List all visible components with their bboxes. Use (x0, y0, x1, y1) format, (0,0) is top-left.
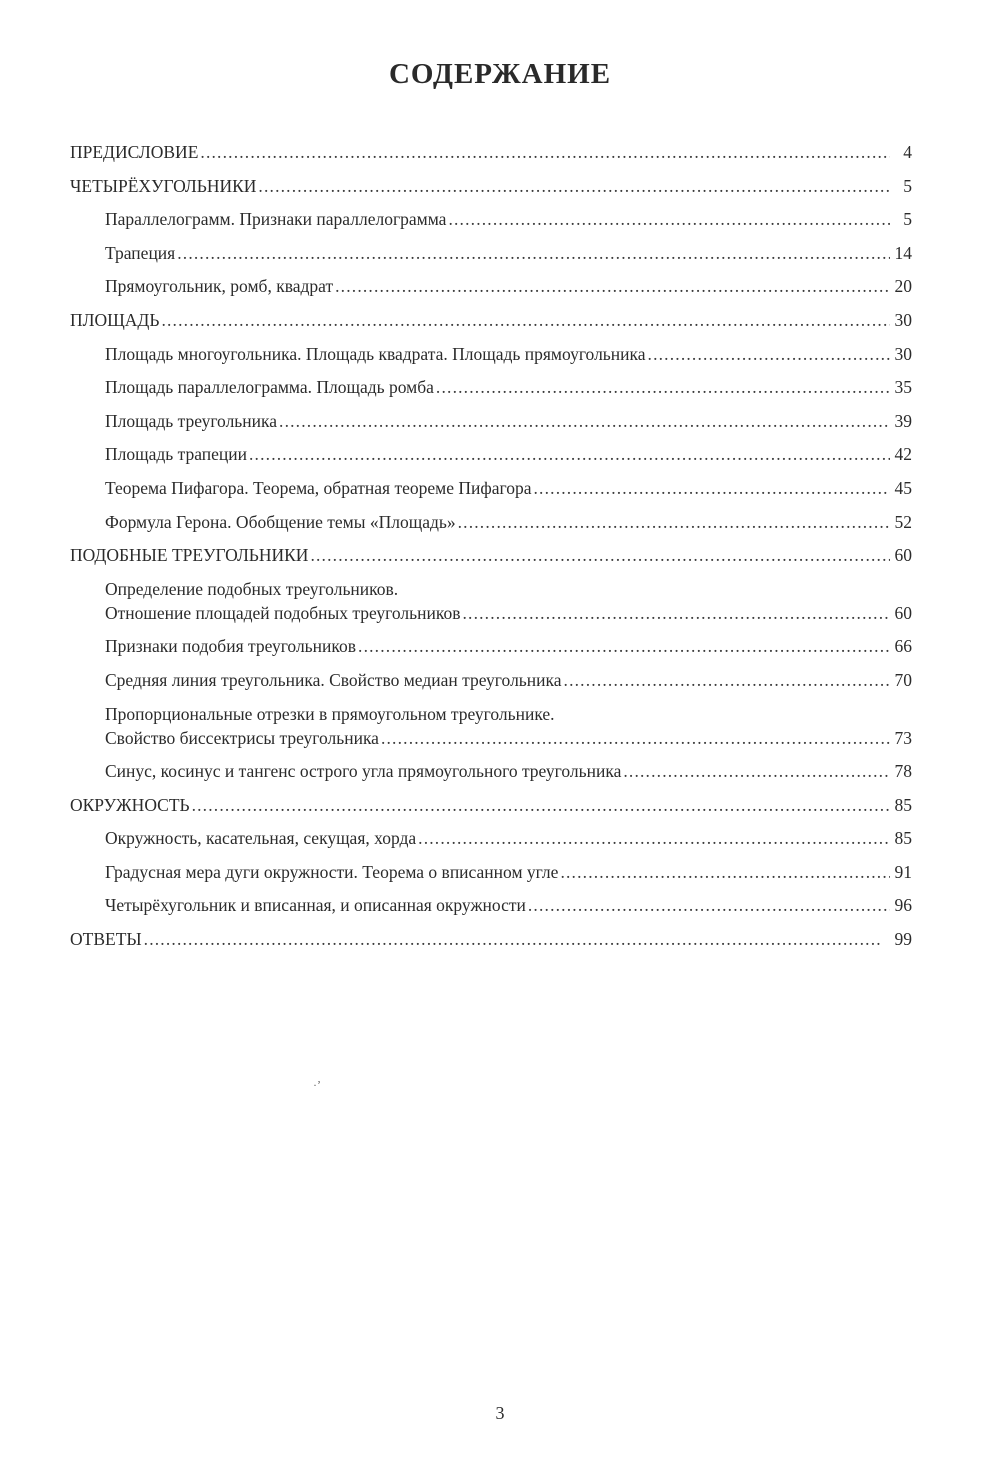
toc-entry-page: 60 (894, 545, 912, 566)
toc-subentry[interactable] (70, 342, 912, 366)
toc-entry-label: Отношение площадей подобных треугольников (105, 602, 461, 623)
toc-entry-page: 4 (903, 142, 912, 162)
toc-subentry[interactable] (70, 476, 912, 500)
toc-entry-page: 14 (894, 242, 912, 263)
toc-entry-page: 52 (894, 511, 912, 532)
dot-leader (335, 274, 890, 298)
toc-entry-label: Средняя линия треугольника. Свойство медиан треугольника (105, 669, 562, 690)
table-of-contents (70, 140, 912, 961)
toc-entry-label: Синус, косинус и тангенс острого угла прямоугольного треугольника (105, 761, 622, 782)
dot-leader (458, 510, 890, 534)
toc-entry-label: ПЛОЩАДЬ (70, 309, 160, 330)
toc-entry-page: 35 (894, 377, 912, 398)
toc-subentry[interactable] (70, 893, 912, 917)
dot-leader (560, 860, 890, 884)
toc-entry-first-line: Определение подобных треугольников. (105, 578, 399, 599)
toc-subentry[interactable] (70, 577, 912, 625)
dot-leader (648, 342, 890, 366)
page-number: 3 (495, 1403, 505, 1423)
toc-entry-label: ПРЕДИСЛОВИЕ (70, 142, 199, 162)
toc-subentry[interactable] (70, 759, 912, 783)
toc-entry-quadrilaterals[interactable] (70, 174, 912, 198)
toc-entry-label: ЧЕТЫРЁХУГОЛЬНИКИ (70, 175, 257, 196)
toc-entry-preface[interactable] (70, 140, 912, 164)
toc-entry-page: 73 (894, 727, 912, 748)
dot-leader (436, 375, 890, 399)
toc-entry-label: Теорема Пифагора. Теорема, обратная теореме Пифагора (105, 477, 532, 498)
toc-subentry[interactable] (70, 274, 912, 298)
dot-leader (623, 759, 890, 783)
toc-entry-page: 5 (903, 209, 912, 230)
toc-entry-circle[interactable] (70, 793, 912, 817)
toc-entry-label: Параллелограмм. Признаки параллелограмма (105, 209, 447, 230)
dot-leader (177, 241, 890, 265)
toc-entry-page: 91 (894, 861, 912, 882)
toc-entry-page: 30 (894, 343, 912, 364)
toc-entry-area[interactable] (70, 308, 912, 332)
toc-subentry[interactable] (70, 668, 912, 692)
toc-entry-page: 66 (894, 636, 912, 657)
toc-entry-page: 39 (894, 410, 912, 431)
toc-entry-page: 60 (894, 602, 912, 623)
dot-leader (462, 601, 890, 625)
dot-leader (279, 409, 890, 433)
toc-entry-page: 30 (894, 309, 912, 330)
toc-subentry[interactable] (70, 442, 912, 466)
page-title: СОДЕРЖАНИЕ (388, 58, 612, 90)
toc-entry-label: Площадь трапеции (105, 444, 247, 465)
toc-entry-page: 70 (894, 669, 912, 690)
toc-subentry[interactable] (70, 510, 912, 534)
toc-subentry[interactable] (70, 375, 912, 399)
toc-entry-page: 85 (894, 794, 912, 815)
toc-entry-page: 45 (894, 477, 912, 498)
toc-entry-label: ОТВЕТЫ (70, 929, 142, 950)
toc-entry-label: Прямоугольник, ромб, квадрат (105, 276, 334, 297)
dot-leader (528, 893, 890, 917)
dot-leader (161, 308, 890, 332)
toc-entry-label: Площадь параллелограмма. Площадь ромба (105, 377, 434, 398)
toc-subentry[interactable] (70, 634, 912, 658)
dot-leader (358, 634, 890, 658)
toc-subentry[interactable] (70, 207, 912, 231)
dot-leader (258, 174, 890, 198)
toc-entry-label: Окружность, касательная, секущая, хорда (105, 828, 417, 849)
toc-entry-label: ПОДОБНЫЕ ТРЕУГОЛЬНИКИ (70, 545, 309, 566)
toc-entry-page: 78 (894, 761, 912, 782)
toc-entry-label: ОКРУЖНОСТЬ (70, 794, 190, 815)
dot-leader (310, 543, 890, 567)
toc-subentry[interactable] (70, 702, 912, 750)
toc-entry-answers[interactable] (70, 927, 912, 951)
toc-entry-similar-triangles[interactable] (70, 543, 912, 567)
toc-entry-label: Признаки подобия треугольников (105, 636, 357, 657)
toc-entry-label: Площадь многоугольника. Площадь квадрата. Площадь прямоугольника (105, 343, 646, 364)
toc-entry-label: Свойство биссектрисы треугольника (105, 727, 379, 748)
toc-entry-label: Формула Герона. Обобщение темы «Площадь» (105, 511, 456, 532)
toc-subentry[interactable] (70, 409, 912, 433)
toc-subentry[interactable] (70, 826, 912, 850)
dot-leader (144, 927, 890, 951)
dot-leader (534, 476, 891, 500)
dot-leader (448, 207, 890, 231)
toc-entry-page: 99 (894, 929, 912, 950)
print-speck: ·ʼ (313, 1078, 321, 1092)
toc-subentry[interactable] (70, 241, 912, 265)
dot-leader (381, 726, 890, 750)
toc-entry-first-line: Пропорциональные отрезки в прямоугольном треугольнике. (105, 703, 555, 724)
dot-leader (564, 668, 890, 692)
toc-entry-page: 42 (894, 444, 912, 465)
toc-entry-label: Площадь треугольника (105, 410, 278, 431)
toc-entry-page: 20 (894, 276, 912, 297)
toc-subentry[interactable] (70, 860, 912, 884)
toc-entry-page: 85 (894, 828, 912, 849)
toc-entry-label: Четырёхугольник и вписанная, и описанная окружности (105, 895, 526, 916)
toc-entry-page: 96 (894, 895, 912, 916)
dot-leader (249, 442, 890, 466)
toc-entry-label: Градусная мера дуги окружности. Теорема о вписанном угле (105, 861, 559, 882)
toc-entry-page: 5 (903, 175, 912, 196)
dot-leader (192, 793, 890, 817)
dot-leader (418, 826, 890, 850)
toc-entry-label: Трапеция (105, 242, 176, 263)
dot-leader (200, 140, 890, 164)
